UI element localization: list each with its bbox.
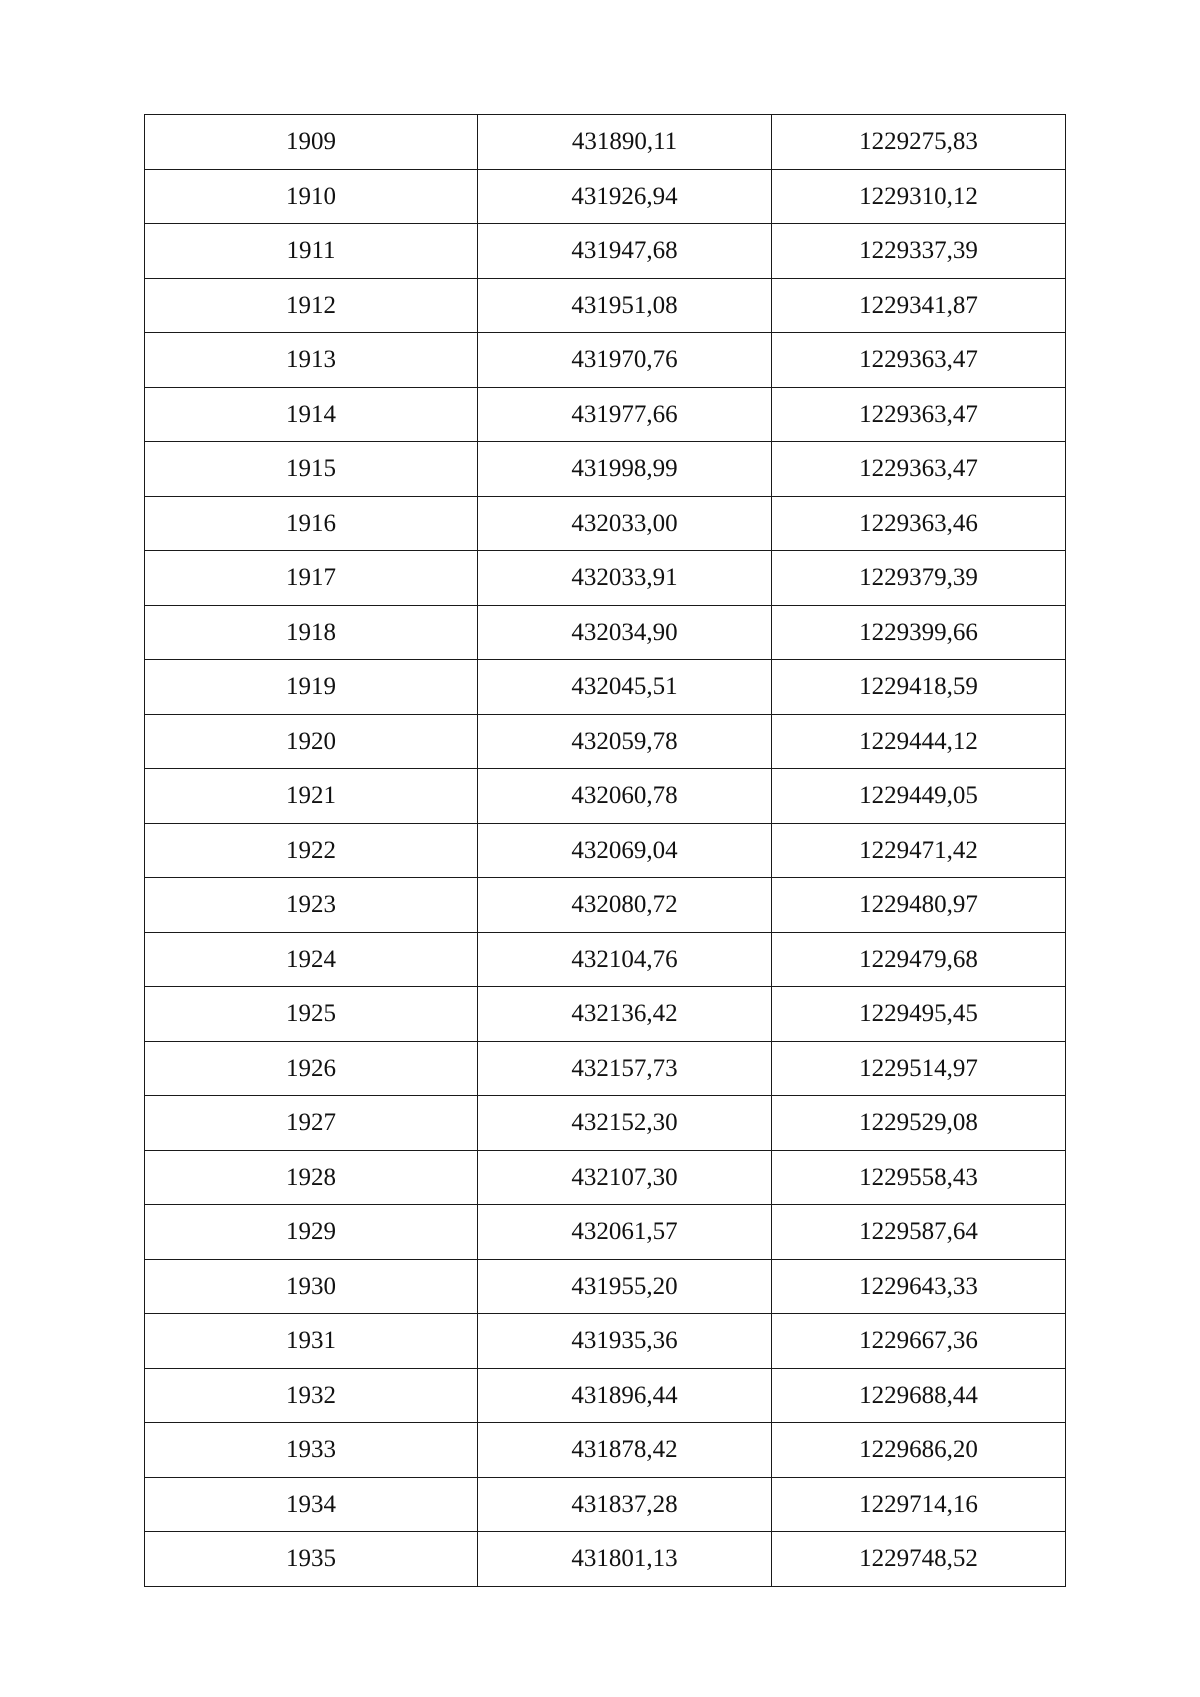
y-coordinate-cell: 1229275,83: [772, 115, 1066, 170]
y-coordinate-cell: 1229363,47: [772, 333, 1066, 388]
table-row: [145, 605, 1066, 660]
point-number-cell: 1930: [145, 1259, 478, 1314]
x-coordinate-cell: 431837,28: [478, 1477, 772, 1532]
y-coordinate-cell: 1229529,08: [772, 1096, 1066, 1151]
table-row: [145, 1532, 1066, 1587]
table-row: [145, 169, 1066, 224]
table-row: [145, 387, 1066, 442]
point-number-cell: 1922: [145, 823, 478, 878]
x-coordinate-cell: 432033,00: [478, 496, 772, 551]
y-coordinate-cell: 1229363,46: [772, 496, 1066, 551]
point-number-cell: 1934: [145, 1477, 478, 1532]
table-row: [145, 278, 1066, 333]
point-number-cell: 1927: [145, 1096, 478, 1151]
table-row: [145, 1477, 1066, 1532]
x-coordinate-cell: 432136,42: [478, 987, 772, 1042]
point-number-cell: 1935: [145, 1532, 478, 1587]
y-coordinate-cell: 1229688,44: [772, 1368, 1066, 1423]
point-number-cell: 1914: [145, 387, 478, 442]
y-coordinate-cell: 1229471,42: [772, 823, 1066, 878]
point-number-cell: 1932: [145, 1368, 478, 1423]
point-number-cell: 1910: [145, 169, 478, 224]
point-number-cell: 1928: [145, 1150, 478, 1205]
point-number-cell: 1920: [145, 714, 478, 769]
point-number-cell: 1925: [145, 987, 478, 1042]
table-row: [145, 1150, 1066, 1205]
point-number-cell: 1917: [145, 551, 478, 606]
x-coordinate-cell: 432157,73: [478, 1041, 772, 1096]
x-coordinate-cell: 431955,20: [478, 1259, 772, 1314]
y-coordinate-cell: 1229686,20: [772, 1423, 1066, 1478]
y-coordinate-cell: 1229449,05: [772, 769, 1066, 824]
x-coordinate-cell: 432069,04: [478, 823, 772, 878]
point-number-cell: 1929: [145, 1205, 478, 1260]
x-coordinate-cell: 432152,30: [478, 1096, 772, 1151]
table-row: [145, 224, 1066, 279]
x-coordinate-cell: 431951,08: [478, 278, 772, 333]
y-coordinate-cell: 1229418,59: [772, 660, 1066, 715]
table-row: [145, 1259, 1066, 1314]
table-row: [145, 496, 1066, 551]
table-row: [145, 1423, 1066, 1478]
table-row: [145, 333, 1066, 388]
coordinates-table: [144, 114, 1066, 1587]
table-row: [145, 987, 1066, 1042]
x-coordinate-cell: 431890,11: [478, 115, 772, 170]
point-number-cell: 1921: [145, 769, 478, 824]
table-row: [145, 1314, 1066, 1369]
y-coordinate-cell: 1229714,16: [772, 1477, 1066, 1532]
y-coordinate-cell: 1229480,97: [772, 878, 1066, 933]
point-number-cell: 1923: [145, 878, 478, 933]
x-coordinate-cell: 432104,76: [478, 932, 772, 987]
y-coordinate-cell: 1229643,33: [772, 1259, 1066, 1314]
point-number-cell: 1919: [145, 660, 478, 715]
x-coordinate-cell: 431970,76: [478, 333, 772, 388]
table-row: [145, 1205, 1066, 1260]
x-coordinate-cell: 432061,57: [478, 1205, 772, 1260]
y-coordinate-cell: 1229363,47: [772, 442, 1066, 497]
x-coordinate-cell: 432034,90: [478, 605, 772, 660]
table-row: [145, 932, 1066, 987]
x-coordinate-cell: 432107,30: [478, 1150, 772, 1205]
table-row: [145, 442, 1066, 497]
point-number-cell: 1911: [145, 224, 478, 279]
table-row: [145, 660, 1066, 715]
x-coordinate-cell: 431926,94: [478, 169, 772, 224]
y-coordinate-cell: 1229399,66: [772, 605, 1066, 660]
point-number-cell: 1913: [145, 333, 478, 388]
point-number-cell: 1912: [145, 278, 478, 333]
y-coordinate-cell: 1229667,36: [772, 1314, 1066, 1369]
point-number-cell: 1926: [145, 1041, 478, 1096]
table-row: [145, 115, 1066, 170]
x-coordinate-cell: 432059,78: [478, 714, 772, 769]
point-number-cell: 1918: [145, 605, 478, 660]
y-coordinate-cell: 1229514,97: [772, 1041, 1066, 1096]
point-number-cell: 1915: [145, 442, 478, 497]
y-coordinate-cell: 1229379,39: [772, 551, 1066, 606]
x-coordinate-cell: 431935,36: [478, 1314, 772, 1369]
y-coordinate-cell: 1229479,68: [772, 932, 1066, 987]
x-coordinate-cell: 431896,44: [478, 1368, 772, 1423]
table-row: [145, 878, 1066, 933]
y-coordinate-cell: 1229444,12: [772, 714, 1066, 769]
y-coordinate-cell: 1229363,47: [772, 387, 1066, 442]
x-coordinate-cell: 431977,66: [478, 387, 772, 442]
table-row: [145, 714, 1066, 769]
table-row: [145, 769, 1066, 824]
x-coordinate-cell: 431947,68: [478, 224, 772, 279]
point-number-cell: 1909: [145, 115, 478, 170]
table-row: [145, 1096, 1066, 1151]
y-coordinate-cell: 1229341,87: [772, 278, 1066, 333]
point-number-cell: 1924: [145, 932, 478, 987]
x-coordinate-cell: 431998,99: [478, 442, 772, 497]
y-coordinate-cell: 1229495,45: [772, 987, 1066, 1042]
table-row: [145, 823, 1066, 878]
point-number-cell: 1933: [145, 1423, 478, 1478]
x-coordinate-cell: 432033,91: [478, 551, 772, 606]
y-coordinate-cell: 1229337,39: [772, 224, 1066, 279]
coordinates-table-body: [145, 115, 1066, 1587]
x-coordinate-cell: 431878,42: [478, 1423, 772, 1478]
x-coordinate-cell: 432080,72: [478, 878, 772, 933]
point-number-cell: 1931: [145, 1314, 478, 1369]
table-row: [145, 1041, 1066, 1096]
y-coordinate-cell: 1229310,12: [772, 169, 1066, 224]
y-coordinate-cell: 1229748,52: [772, 1532, 1066, 1587]
point-number-cell: 1916: [145, 496, 478, 551]
y-coordinate-cell: 1229587,64: [772, 1205, 1066, 1260]
x-coordinate-cell: 432060,78: [478, 769, 772, 824]
x-coordinate-cell: 432045,51: [478, 660, 772, 715]
y-coordinate-cell: 1229558,43: [772, 1150, 1066, 1205]
table-row: [145, 1368, 1066, 1423]
table-row: [145, 551, 1066, 606]
x-coordinate-cell: 431801,13: [478, 1532, 772, 1587]
